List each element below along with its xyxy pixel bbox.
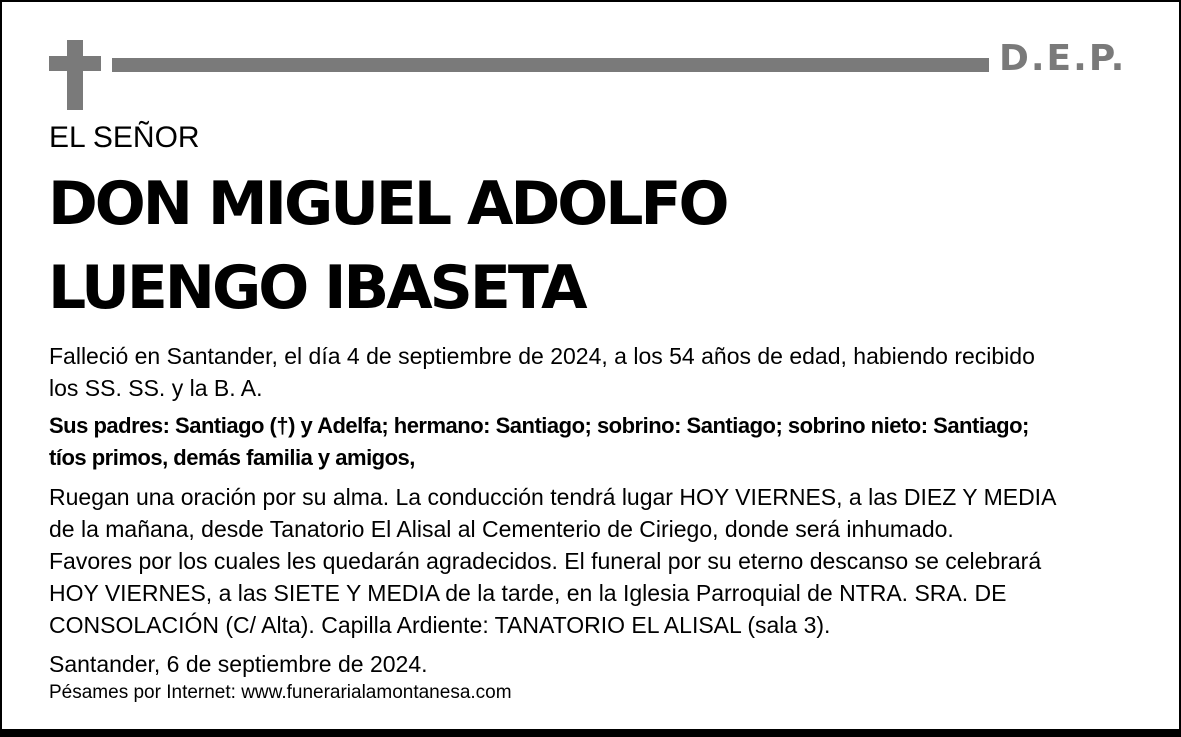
header-rule xyxy=(112,58,989,72)
deceased-name-line-2: LUENGO IBASETA xyxy=(48,253,585,323)
cross-icon xyxy=(49,40,101,110)
death-notice-paragraph: Falleció en Santander, el día 4 de septiembre de 2024, a los 54 años de edad, habiendo recibido los SS. SS. y la B. A. xyxy=(49,343,1035,401)
condolences-link-text: Pésames por Internet: www.funerarialamontanesa.com xyxy=(49,682,512,703)
services-paragraph: Ruegan una oración por su alma. La conducción tendrá lugar HOY VIERNES, a las DIEZ Y MEDIA de la mañana, desde Tanatorio El Alisal al Cementerio de Ciriego, donde será inhumado. Favores por los cuales les quedarán agradecidos. El funeral por su eterno descanso se celebrará HOY VIERNES, a las SIETE Y MEDIA de la tarde, en la Iglesia Parroquial de NTRA. SRA. DE CONSOLACIÓN (C/ Alta). Capilla Ardiente: TANATORIO EL ALISAL (sala 3). xyxy=(49,484,1057,638)
family-paragraph: Sus padres: Santiago (†) y Adelfa; hermano: Santiago; sobrino: Santiago; sobrino nieto: Santiago; tíos primos, demás familia y amigos, xyxy=(49,413,1029,470)
dep-label: D.E.P. xyxy=(999,38,1127,79)
place-date: Santander, 6 de septiembre de 2024. xyxy=(49,651,428,677)
deceased-name-line-1: DON MIGUEL ADOLFO xyxy=(48,169,727,239)
honorific: EL SEÑOR xyxy=(49,121,200,154)
